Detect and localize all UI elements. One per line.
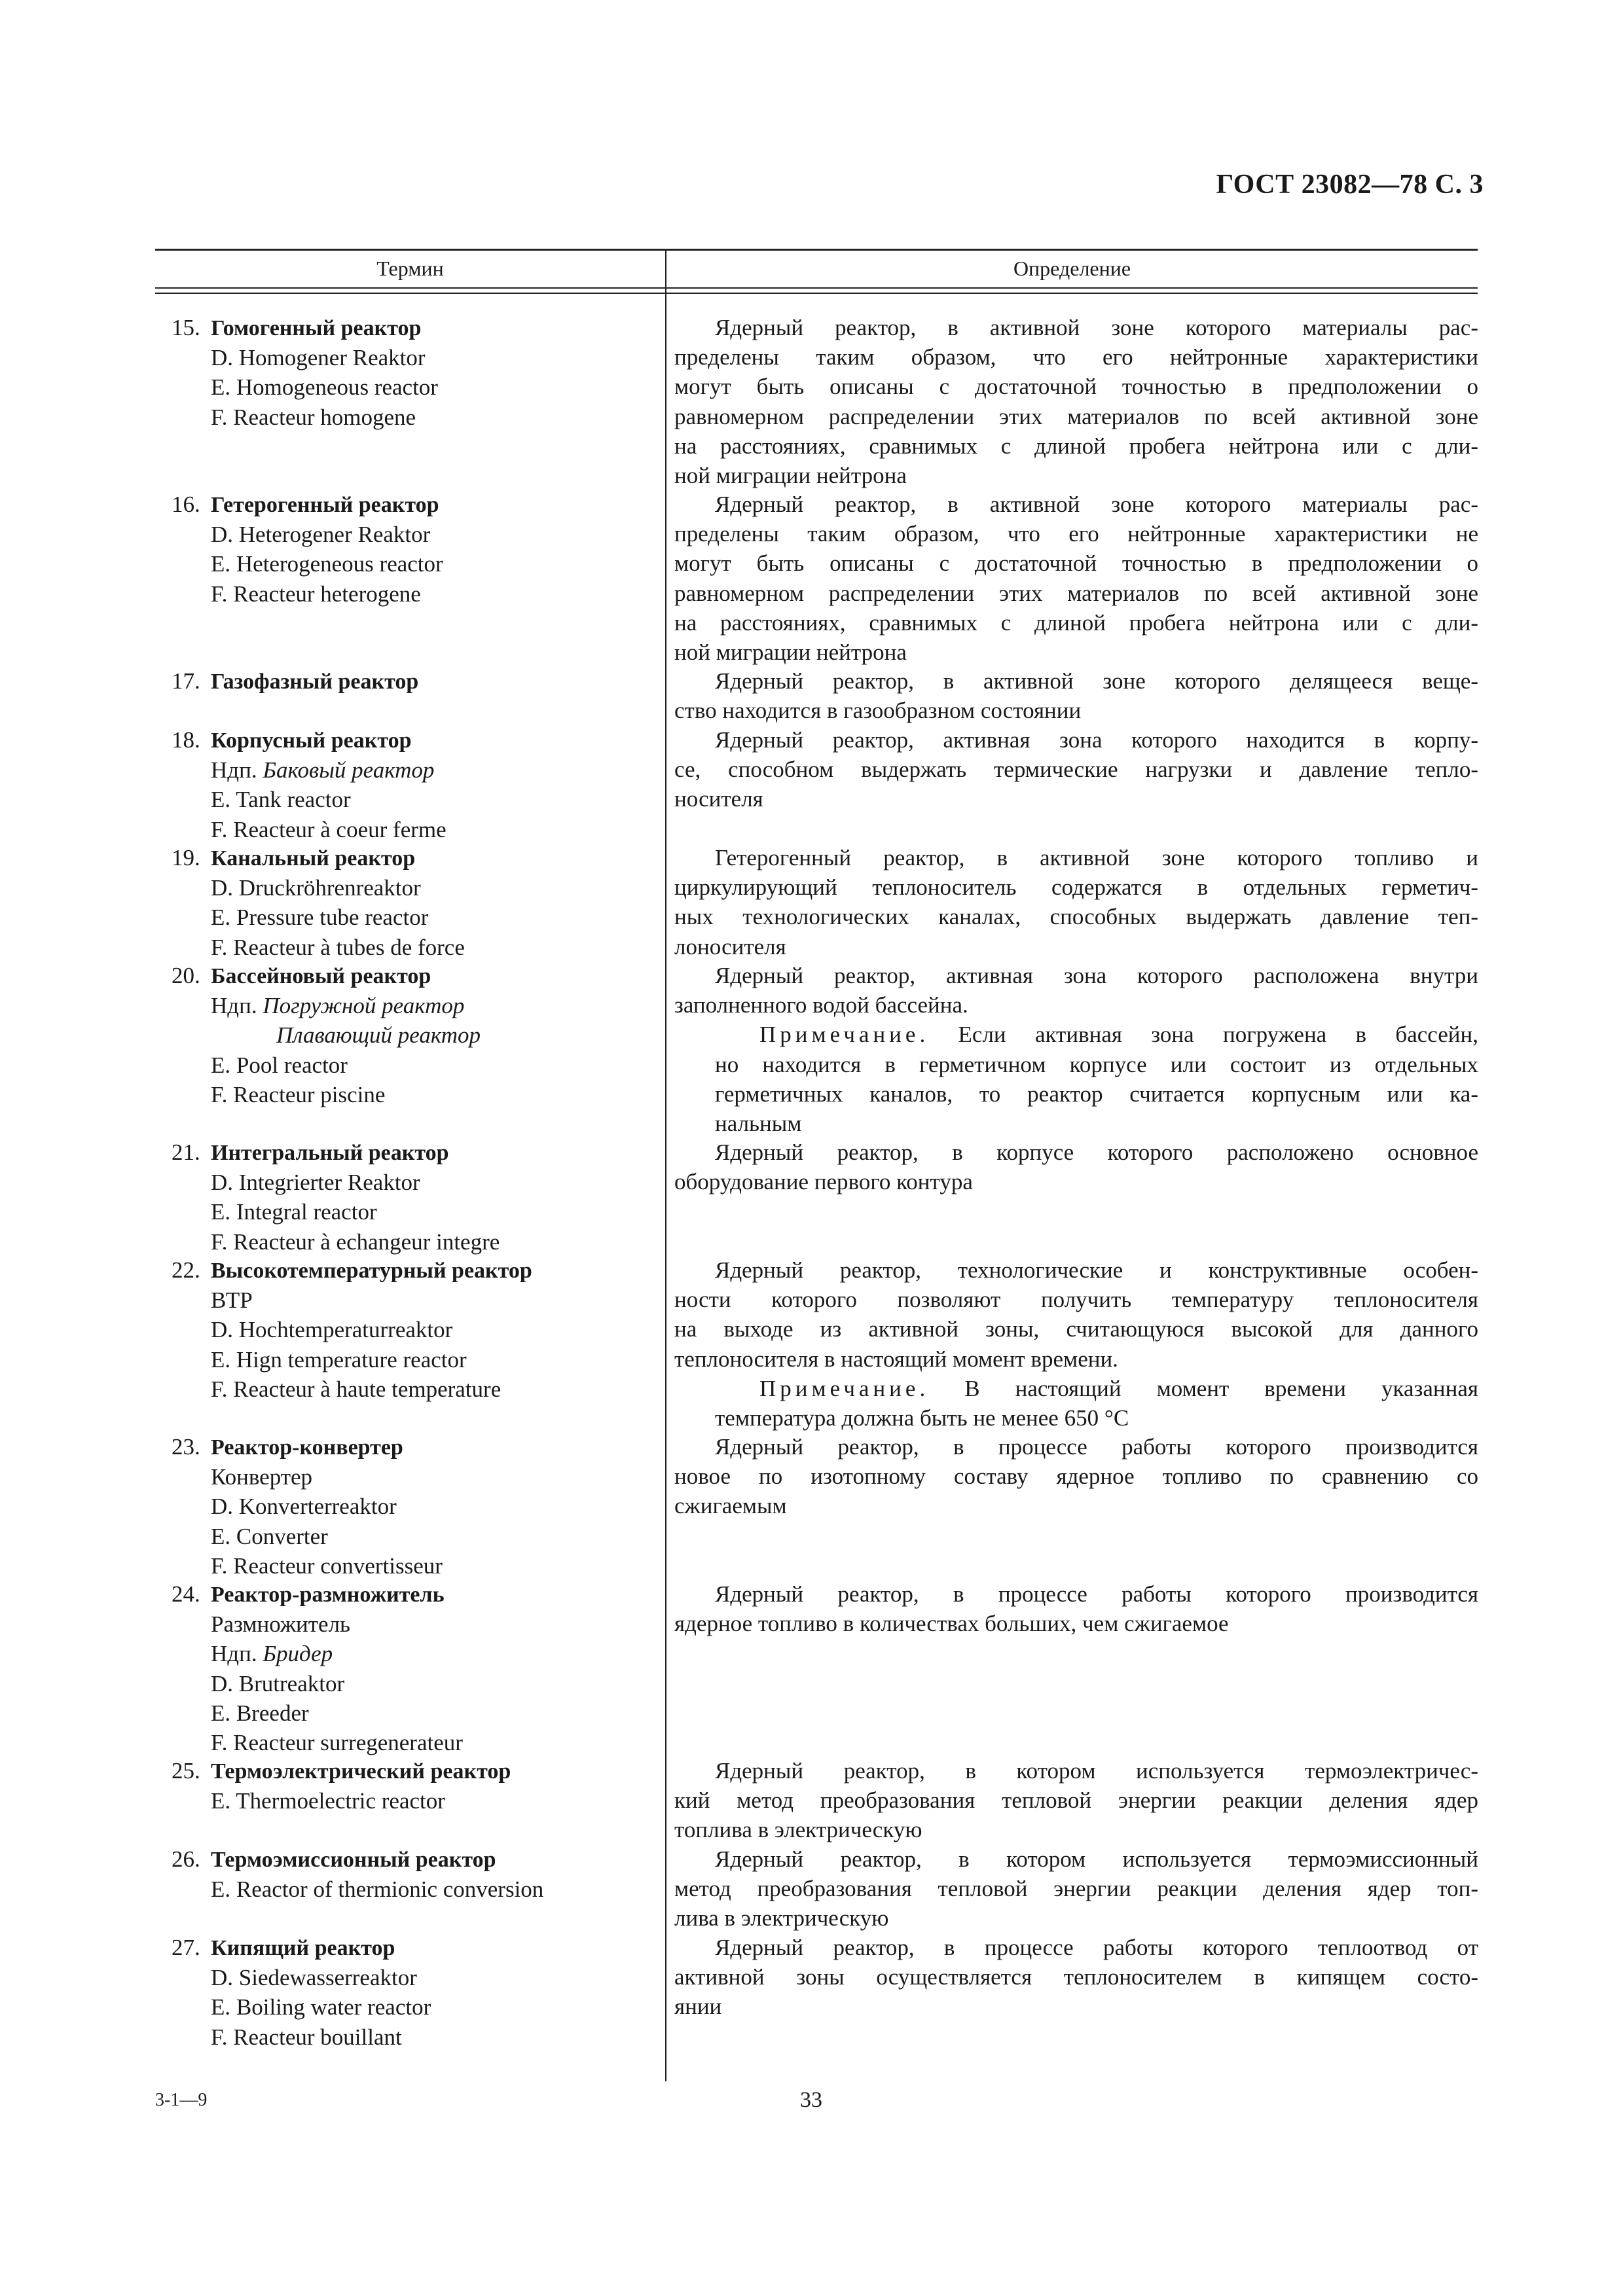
note-text: нальным	[715, 1111, 802, 1137]
synonym-prefix: D. Heterogener Reaktor	[211, 522, 431, 548]
synonym-prefix: E. Integral reactor	[211, 1199, 377, 1225]
term-name: Термоэмиссионный реактор	[211, 1848, 496, 1872]
term-synonym	[172, 1786, 659, 1816]
definition-line: кий метод преобразования тепловой энергии реакции деления ядер	[674, 1787, 1478, 1814]
deprecated-term: Бридер	[263, 1641, 333, 1667]
term-synonym	[172, 520, 659, 549]
term-column	[172, 1255, 659, 1404]
definition-line: носителя	[674, 786, 763, 812]
definition-line: янии	[674, 1994, 722, 2020]
term-column	[172, 843, 659, 962]
term-column	[172, 666, 659, 696]
term-number: 16.	[172, 492, 200, 517]
note-line	[674, 1374, 1478, 1403]
term-column	[172, 1432, 659, 1581]
deprecated-term: Погружной реактор	[263, 993, 465, 1019]
term-synonym	[172, 1639, 659, 1668]
term-name: Реактор-конвертер	[211, 1435, 403, 1460]
term-synonym	[172, 991, 659, 1020]
term-name: Бассейновый реактор	[211, 964, 431, 988]
term-name: Кипящий реактор	[211, 1936, 395, 1960]
term-synonym	[172, 1492, 659, 1521]
definition-column	[674, 843, 1478, 961]
synonym-prefix: D. Druckröhrenreaktor	[211, 875, 421, 901]
synonym-prefix: F. Reacteur à echangeur integre	[211, 1229, 500, 1255]
definition-column	[674, 313, 1478, 490]
footer-code: 3-1—9	[155, 2090, 208, 2110]
term-column	[172, 1933, 659, 2052]
term-synonym	[172, 1992, 659, 2022]
term-synonym	[172, 755, 659, 785]
term-title	[172, 1844, 659, 1874]
definition-line: Ядерный реактор, активная зона которого расположена внутри	[715, 963, 1478, 988]
term-title	[172, 843, 659, 873]
synonym-prefix: F. Reacteur piscine	[211, 1081, 386, 1107]
definition-line: ство находится в газообразном состоянии	[674, 698, 1082, 724]
note-text: В настоящий момент времени указанная	[929, 1375, 1478, 1401]
term-title	[172, 313, 659, 343]
definition-column	[674, 1844, 1478, 1933]
note-line	[674, 1403, 1478, 1433]
synonym-prefix: E. Boiling water reactor	[211, 1994, 431, 2020]
term-synonym	[172, 1551, 659, 1581]
term-synonym	[172, 785, 659, 814]
synonym-prefix: Ндп.	[211, 757, 263, 783]
term-column	[172, 961, 659, 1109]
term-synonym	[172, 1374, 659, 1404]
term-name: Канальный реактор	[211, 846, 416, 870]
note-label: Примечание.	[759, 1022, 930, 1048]
table-top-rule	[155, 249, 1478, 251]
term-title	[172, 1138, 659, 1168]
synonym-prefix: E. Converter	[211, 1523, 328, 1549]
definition-line: ности которого позволяют получить температуру теплоносителя	[674, 1287, 1478, 1313]
definition-line: метод преобразования тепловой энергии реакции деления ядер топ-	[674, 1876, 1478, 1902]
deprecated-term: Баковый реактор	[263, 757, 435, 783]
term-column	[172, 725, 659, 844]
term-number: 22.	[172, 1257, 200, 1283]
definition-line: лоносителя	[674, 933, 786, 960]
term-synonym	[172, 1874, 659, 1904]
term-number: 25.	[172, 1758, 200, 1784]
term-number: 18.	[172, 727, 200, 753]
definition-line: на выходе из активной зоны, считающуюся высокой для данного	[674, 1316, 1478, 1342]
note-line	[674, 1079, 1478, 1109]
term-number: 24.	[172, 1581, 200, 1607]
synonym-prefix: D. Integrierter Reaktor	[211, 1170, 420, 1196]
column-header-definition: Определение	[1013, 257, 1131, 280]
definition-line: Ядерный реактор, в процессе работы которого производится	[715, 1434, 1478, 1460]
term-synonym	[172, 2022, 659, 2052]
term-number: 20.	[172, 963, 200, 988]
term-title	[172, 490, 659, 520]
term-column	[172, 1756, 659, 1816]
definition-line: Ядерный реактор, в активной зоне которого материалы рас-	[715, 492, 1478, 517]
definition-line: равномерном распределении этих материалов по всей активной зоне	[674, 403, 1478, 429]
definition-line: на расстояниях, сравнимых с длиной пробега нейтрона или с дли-	[674, 433, 1478, 459]
term-synonym	[172, 1197, 659, 1227]
definition-line: оборудование первого контура	[674, 1169, 973, 1195]
definition-line: пределены таким образом, что его нейтронные характеристики	[674, 344, 1478, 370]
synonym-prefix: E. Thermoelectric reactor	[211, 1788, 445, 1814]
definition-line: сжигаемым	[674, 1493, 787, 1519]
definition-line: Ядерный реактор, в котором используется термоэлектричес-	[715, 1758, 1478, 1784]
note-text: но находится в герметичном корпусе или состоит из отдельных	[715, 1051, 1478, 1077]
term-column	[172, 313, 659, 432]
term-name: Газофазный реактор	[211, 670, 419, 694]
term-synonym	[172, 1698, 659, 1728]
synonym-prefix: E. Hign temperature reactor	[211, 1346, 467, 1372]
term-synonym	[172, 1963, 659, 1992]
term-column	[172, 1579, 659, 1757]
synonym-prefix: F. Reacteur surregenerateur	[211, 1730, 463, 1756]
term-name: Гомогенный реактор	[211, 316, 422, 340]
definition-column	[674, 961, 1478, 1138]
term-column	[172, 1138, 659, 1257]
term-column	[172, 490, 659, 609]
term-name: Интегральный реактор	[211, 1141, 449, 1165]
definition-column	[674, 1138, 1478, 1196]
term-synonym	[172, 1669, 659, 1698]
definition-column	[674, 1579, 1478, 1638]
synonym-prefix: D. Hochtemperaturreaktor	[211, 1317, 453, 1343]
synonym-prefix: E. Breeder	[211, 1700, 309, 1726]
synonym-prefix: ВТР	[211, 1287, 253, 1314]
term-number: 19.	[172, 845, 200, 870]
term-number: 15.	[172, 315, 200, 340]
synonym-prefix: E. Homogeneous reactor	[211, 374, 438, 401]
definition-line: могут быть описаны с достаточной точностью в предположении о	[674, 550, 1478, 577]
synonym-prefix: D. Konverterreaktor	[211, 1494, 397, 1520]
term-number: 23.	[172, 1434, 200, 1460]
note-text: герметичных каналов, то реактор считается корпусным или ка-	[715, 1081, 1478, 1107]
note-line	[674, 1050, 1478, 1079]
term-synonym	[172, 1728, 659, 1757]
synonym-prefix: D. Brutreaktor	[211, 1670, 345, 1696]
definition-line: топлива в электрическую	[674, 1817, 922, 1843]
term-synonym	[172, 1315, 659, 1344]
synonym-prefix: F. Reacteur à tubes de force	[211, 934, 465, 960]
definition-line: на расстояниях, сравнимых с длиной пробега нейтрона или с дли-	[674, 609, 1478, 636]
term-number: 21.	[172, 1139, 200, 1165]
synonym-prefix: E. Pool reactor	[211, 1052, 348, 1078]
term-synonym	[172, 1609, 659, 1639]
term-synonym	[172, 549, 659, 579]
term-name: Термоэлектрический реактор	[211, 1759, 511, 1784]
definition-line: Ядерный реактор, технологические и конструктивные особен-	[715, 1257, 1478, 1283]
term-title	[172, 1933, 659, 1963]
term-title	[172, 961, 659, 991]
term-synonym	[172, 403, 659, 432]
definition-column	[674, 1756, 1478, 1845]
definition-column	[674, 490, 1478, 667]
synonym-prefix: Конвертер	[211, 1464, 313, 1490]
synonym-prefix: Размножитель	[211, 1611, 351, 1638]
definition-line: Ядерный реактор, в котором используется термоэмиссионный	[715, 1846, 1478, 1872]
definition-line: циркулирующий теплоноситель содержатся в отдельных герметич-	[674, 874, 1478, 901]
term-title	[172, 725, 659, 755]
definition-line: равномерном распределении этих материалов по всей активной зоне	[674, 580, 1478, 606]
term-synonym	[172, 815, 659, 844]
synonym-prefix: F. Reacteur heterogene	[211, 581, 421, 607]
definition-line: Гетерогенный реактор, в активной зоне которого топливо и	[715, 845, 1478, 870]
column-header-term: Термин	[376, 257, 444, 280]
term-title	[172, 1579, 659, 1609]
term-name: Реактор-размножитель	[211, 1583, 445, 1607]
note-text: Если активная зона погружена в бассейн,	[929, 1022, 1478, 1048]
synonym-prefix: F. Reacteur homogene	[211, 404, 416, 430]
synonym-prefix: D. Homogener Reaktor	[211, 345, 426, 371]
term-title	[172, 1432, 659, 1462]
table-header-rule	[155, 287, 1478, 289]
term-synonym	[172, 1285, 659, 1315]
definition-column	[674, 1432, 1478, 1521]
term-synonym	[172, 1168, 659, 1197]
synonym-prefix: Ндп.	[211, 1641, 263, 1667]
term-synonym	[172, 903, 659, 932]
term-synonym	[172, 873, 659, 903]
definition-line: ной миграции нейтрона	[674, 639, 907, 666]
definition-line: заполненного водой бассейна.	[674, 992, 968, 1018]
term-title	[172, 1756, 659, 1786]
term-synonym	[172, 1020, 659, 1050]
definition-line: лива в электрическую	[674, 1905, 889, 1931]
term-synonym	[172, 933, 659, 962]
definition-line: активной зоны осуществляется теплоносителем в кипящем состо-	[674, 1964, 1478, 1990]
term-synonym	[172, 1050, 659, 1080]
definition-line: новое по изотопному составу ядерное топливо по сравнению со	[674, 1463, 1478, 1490]
definition-line: пределены таким образом, что его нейтронные характеристики не	[674, 521, 1478, 547]
definition-line: теплоносителя в настоящий момент времени.	[674, 1346, 1118, 1372]
note-text: температура должна быть не менее 650 °С	[715, 1405, 1129, 1431]
note-label: Примечание.	[759, 1375, 930, 1401]
document-header-title: ГОСТ 23082—78 С. 3	[1216, 170, 1484, 200]
definition-column	[674, 1933, 1478, 2022]
synonym-prefix: D. Siedewasserreaktor	[211, 1965, 417, 1991]
definition-line: могут быть описаны с достаточной точностью в предположении о	[674, 374, 1478, 400]
term-synonym	[172, 1080, 659, 1109]
term-number: 26.	[172, 1846, 200, 1872]
synonym-prefix: F. Reacteur bouillant	[211, 2024, 402, 2050]
definition-column	[674, 666, 1478, 725]
synonym-prefix: E. Heterogeneous reactor	[211, 551, 443, 577]
definition-line: Ядерный реактор, в активной зоне которого делящееся веще-	[715, 668, 1478, 694]
definition-line: Ядерный реактор, в активной зоне которого материалы рас-	[715, 315, 1478, 340]
synonym-prefix: E. Pressure tube reactor	[211, 905, 429, 931]
synonym-prefix: F. Reacteur convertisseur	[211, 1552, 443, 1579]
term-number: 17.	[172, 668, 200, 694]
definition-line: Ядерный реактор, в процессе работы которого производится	[715, 1581, 1478, 1607]
term-title	[172, 1255, 659, 1285]
term-title	[172, 666, 659, 696]
term-synonym	[172, 343, 659, 372]
synonym-prefix: E. Tank reactor	[211, 787, 351, 813]
term-synonym	[172, 579, 659, 609]
term-name: Высокотемпературный реактор	[211, 1259, 532, 1283]
term-synonym	[172, 372, 659, 402]
note-line	[674, 1020, 1478, 1049]
term-synonym	[172, 1227, 659, 1257]
definition-line: се, способном выдержать термические нагрузки и давление тепло-	[674, 757, 1478, 783]
definition-column	[674, 725, 1478, 814]
synonym-prefix: F. Reacteur à haute temperature	[211, 1376, 501, 1402]
definition-line: ядерное топливо в количествах больших, чем сжигаемое	[674, 1611, 1229, 1637]
table-header-rule-double	[155, 293, 1478, 294]
definition-line: Ядерный реактор, активная зона которого находится в корпу-	[715, 727, 1478, 753]
term-synonym	[172, 1345, 659, 1374]
definition-line: ных технологических каналах, способных выдержать давление теп-	[674, 904, 1478, 930]
definition-line: Ядерный реактор, в процессе работы которого теплоотвод от	[715, 1935, 1478, 1960]
definition-column	[674, 1255, 1478, 1433]
term-synonym	[172, 1462, 659, 1492]
term-column	[172, 1844, 659, 1904]
term-name: Гетерогенный реактор	[211, 493, 439, 517]
column-divider	[665, 249, 666, 2081]
note-line	[674, 1109, 1478, 1138]
term-name: Корпусный реактор	[211, 728, 412, 753]
deprecated-term: Плавающий реактор	[276, 1022, 481, 1049]
synonym-prefix: Ндп.	[211, 993, 263, 1019]
definition-line: ной миграции нейтрона	[674, 463, 907, 489]
term-synonym	[172, 1522, 659, 1551]
term-number: 27.	[172, 1935, 200, 1960]
page-number: 33	[800, 2088, 822, 2112]
synonym-prefix: F. Reacteur à coeur ferme	[211, 816, 447, 842]
synonym-prefix: E. Reactor of thermionic conversion	[211, 1876, 544, 1903]
definition-line: Ядерный реактор, в корпусе которого расположено основное	[715, 1139, 1478, 1165]
